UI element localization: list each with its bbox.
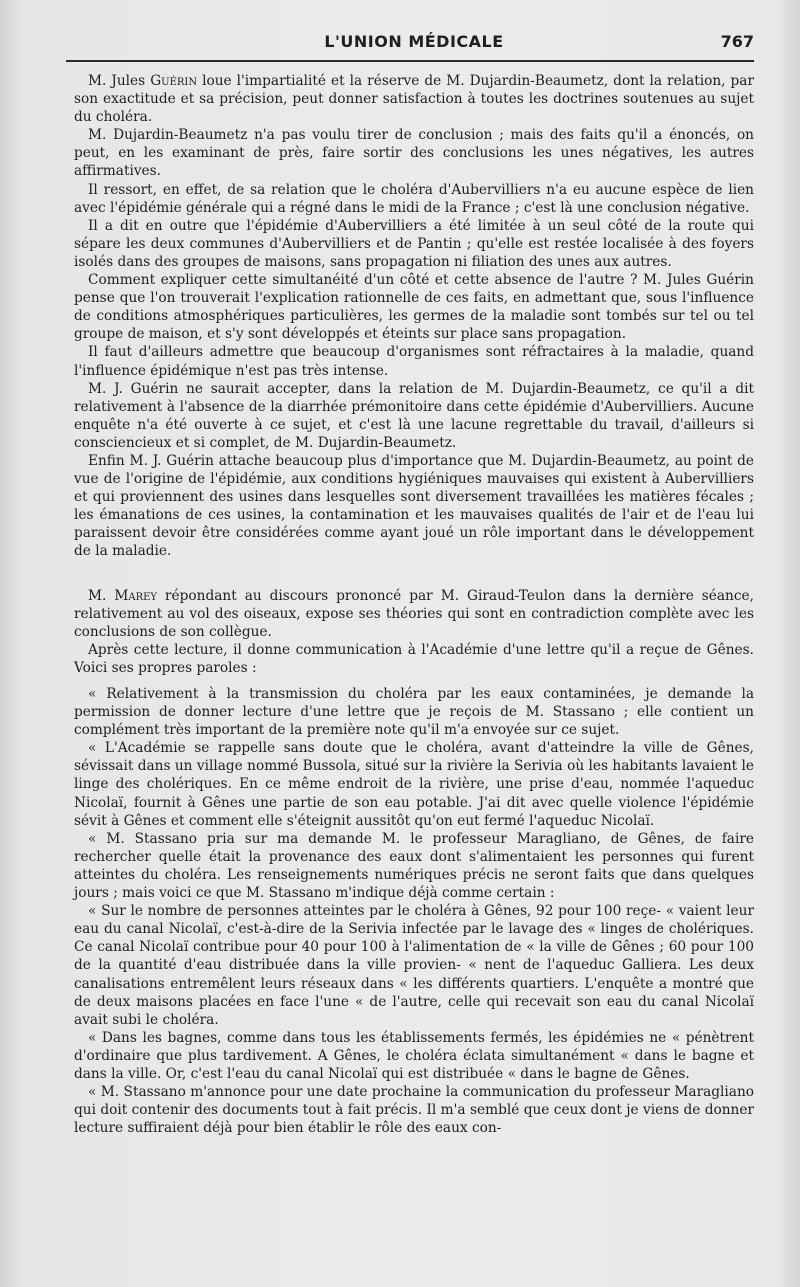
paragraph: M. J. Guérin ne saurait accepter, dans la relation de M. Dujardin-Beaumetz, ce qu'il a dit relativement à l'absence de la diarrhée prémonitoire dans cette épidémie d'Aubervilliers. Aucune enquête n'a été ouverte à ce sujet, et c'est là une lacune regrettable du travail, d'ailleurs si consciencieux et si complet, de M. Dujardin-Beaumetz.	[74, 380, 754, 451]
paragraph: « M. Stassano pria sur ma demande M. le professeur Maragliano, de Gênes, de faire rechercher quelle était la provenance des eaux dont s'alimentaient les personnes qui furent atteintes du choléra. Les renseignements numériques précis ne seront faits que dans quelques jours ; mais voici ce que M. Stassano m'indique déjà comme certain :	[74, 830, 754, 902]
paragraph: Il faut d'ailleurs admettre que beaucoup d'organismes sont réfractaires à la maladie, quand l'influence épidémique n'est pas très intense.	[74, 344, 754, 379]
speaker-name: Marey	[114, 587, 158, 604]
paragraph-lead: M.	[88, 587, 115, 604]
paragraph: « L'Académie se rappelle sans doute que le choléra, avant d'atteindre la ville de Gênes, sévissait dans un village nommé Bussola, situé sur la rivière la Serivia où les habitants lavaient le linge des cholériques. En ce même endroit de la rivière, une prise d'eau, nommée l'aqueduc Nicolaï, fournit à Gênes une partie de son eau potable. J'ai dit avec quelle violence l'épidémie sévit à Gênes et comment elle s'éteignit aussitôt qu'on eut fermé l'aqueduc Nicolaï.	[74, 740, 754, 829]
running-title: L'UNION MÉDICALE	[324, 32, 504, 51]
page-header	[74, 28, 754, 58]
paragraph	[74, 587, 754, 641]
paragraph: « Relativement à la transmission du choléra par les eaux contaminées, je demande la permission de donner lecture d'une lettre que je reçois de M. Stassano ; elle contient un complément très important de la première note qu'il m'a envoyée sur ce sujet.	[74, 686, 754, 739]
paragraph: Il a dit en outre que l'épidémie d'Aubervilliers a été limitée à un seul côté de la route qui sépare les deux communes d'Aubervilliers et de Pantin ; qu'elle est restée localisée à des foyers isolés dans des groupes de maisons, sans propagation ni filiation des unes aux autres.	[74, 217, 754, 270]
paragraph: Comment expliquer cette simultanéité d'un côté et cette absence de l'autre ? M. Jules Guérin pense que l'on trouverait l'explication rationnelle de ces faits, en admettant que, sous l'influence de conditions atmosphériques particulières, les germes de la maladie sont tombés sur tel ou tel groupe de maison, et s'y sont développés et éteints sur place sans propagation.	[74, 272, 754, 343]
paragraph-lead: M. Jules	[88, 73, 151, 89]
paragraph-text: répondant au discours prononcé par M. Giraud-Teulon dans la dernière séance, relativement au vol des oiseaux, expose ses théories qui sont en contradiction complète avec les conclusions de son collègue.	[74, 587, 754, 640]
paragraph: « Sur le nombre de personnes atteintes par le choléra à Gênes, 92 pour 100 reçe- « vaient leur eau du canal Nicolaï, c'est-à-dire de la Serivia infectée par le lavage des « linges de cholériques. Ce canal Nicolaï contribue pour 40 pour 100 à l'alimentation de « la ville de Gênes ; 60 pour 100 de la quantité d'eau distribuée dans la ville provien- « nent de l'aqueduc Galliera. Les deux canalisations entremêlent leurs réseaux dans « les différents quartiers. L'enquête a montré que de deux maisons placées en face l'une « de l'autre, celle qui recevait son eau du canal Nicolaï avait subi le choléra.	[74, 903, 754, 1028]
speaker-name: Guérin	[150, 73, 198, 89]
paragraph	[74, 72, 754, 126]
body-text	[74, 72, 754, 1137]
paragraph: « M. Stassano m'annonce pour une date prochaine la communication du professeur Maragliano qui doit contenir des documents tout à fait précis. Il m'a semblé que ceux dont je viens de donner lecture suffiraient déjà pour bien établir le rôle des eaux con-	[74, 1084, 754, 1137]
paragraph: « Dans les bagnes, comme dans tous les établissements fermés, les épidémies ne « pénètrent d'ordinaire que plus tardivement. A Gênes, le choléra éclata simultanément « dans le bagne et dans la ville. Or, c'est l'eau du canal Nicolaï qui est distribuée « dans le bagne de Gênes.	[74, 1029, 754, 1082]
page-number: 767	[720, 32, 754, 51]
paragraph: Enfin M. J. Guérin attache beaucoup plus d'importance que M. Dujardin-Beaumetz, au point de vue de l'origine de l'épidémie, aux conditions hygiéniques mauvaises qui existent à Aubervilliers et qui proviennent des usines dans lesquelles sont diversement travaillées les matières fécales ; les émanations de ces usines, la contamination et les mauvaises qualités de l'air et de l'eau lui paraissent devoir être considérées comme ayant joué un rôle important dans le développement de la maladie.	[74, 452, 754, 560]
paragraph: Après cette lecture, il donne communication à l'Académie d'une lettre qu'il a reçue de Gênes. Voici ses propres paroles :	[74, 641, 754, 676]
paragraph: M. Dujardin-Beaumetz n'a pas voulu tirer de conclusion ; mais des faits qu'il a énoncés, on peut, en les examinant de près, faire sortir des conclusions les unes négatives, les autres affirmatives.	[74, 127, 754, 180]
paragraph-text: loue l'impartialité et la réserve de M. Dujardin-Beaumetz, dont la relation, par son exactitude et sa précision, peut donner satisfaction à toutes les doctrines soutenues au sujet du choléra.	[74, 73, 755, 126]
paragraph: Il ressort, en effet, de sa relation que le choléra d'Aubervilliers n'a eu aucune espèce de lien avec l'épidémie générale qui a régné dans le midi de la France ; c'est là une conclusion négative.	[74, 181, 754, 216]
header-rule	[66, 60, 754, 62]
